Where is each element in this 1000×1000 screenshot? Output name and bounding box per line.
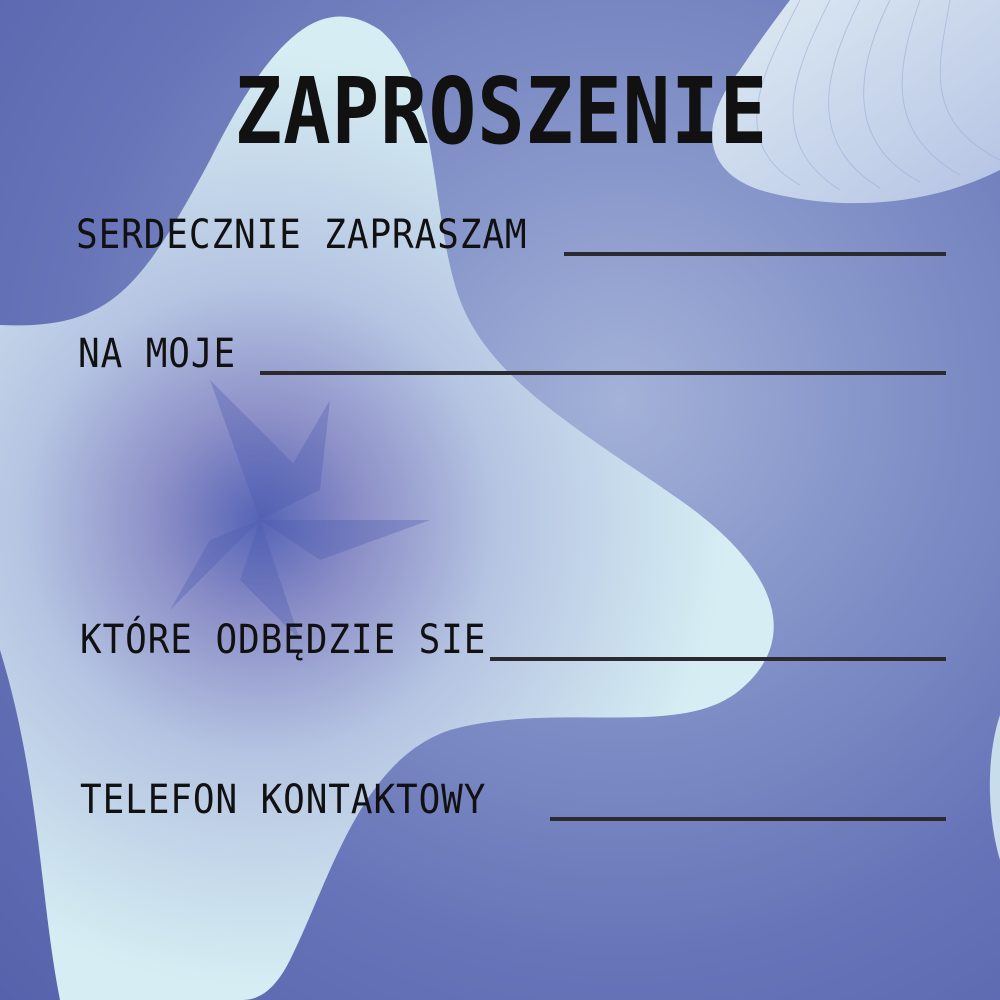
field-venue-line[interactable]	[490, 657, 946, 661]
field-invitee	[76, 208, 946, 258]
field-event-label: NA MOJE	[78, 331, 237, 377]
field-event-line[interactable]	[260, 371, 946, 375]
field-invitee-label: SERDECZNIE ZAPRASZAM	[76, 212, 528, 258]
field-invitee-line[interactable]	[564, 252, 946, 256]
invitation-title: ZAPROSZENIE	[234, 58, 769, 165]
field-phone-line[interactable]	[550, 817, 946, 821]
field-venue	[80, 613, 946, 663]
field-phone	[80, 773, 946, 823]
field-event	[78, 327, 946, 377]
field-venue-label: KTÓRE ODBĘDZIE SIE	[80, 617, 487, 663]
corner-wave-right	[990, 715, 1000, 860]
field-phone-label: TELEFON KONTAKTOWY	[80, 777, 487, 823]
